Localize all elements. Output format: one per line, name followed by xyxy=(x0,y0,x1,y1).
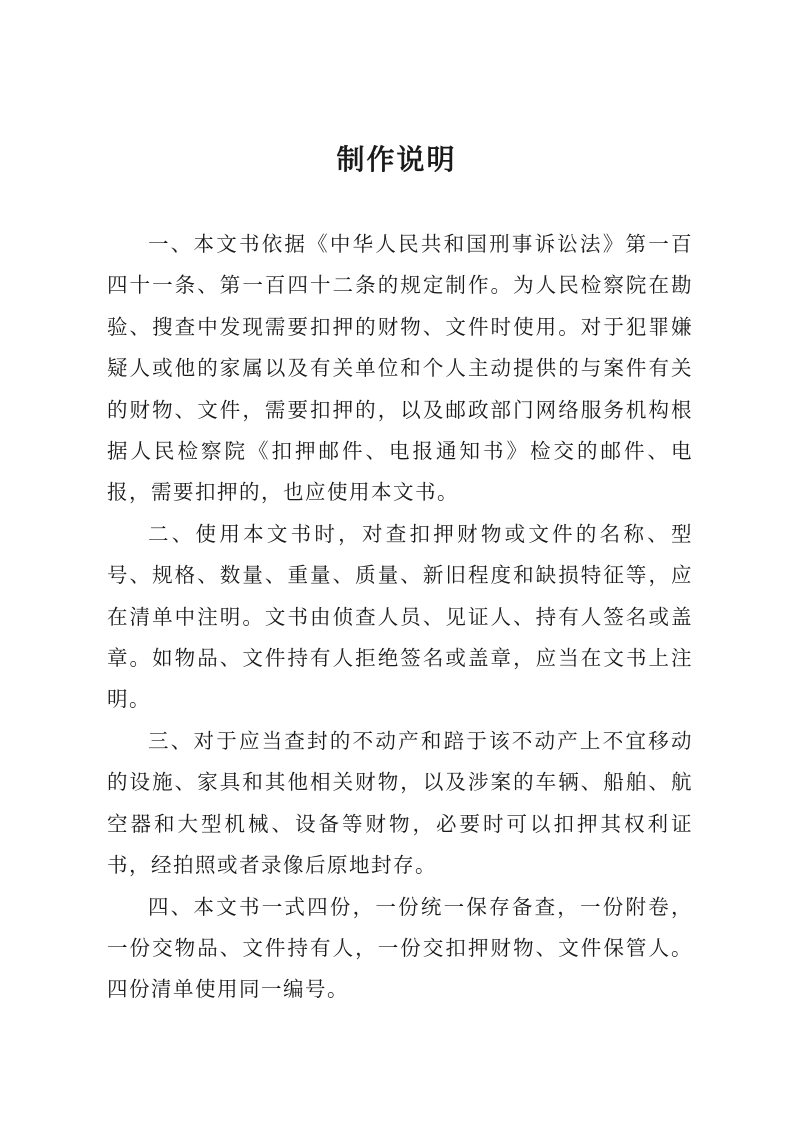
document-body xyxy=(107,224,693,1011)
paragraph-2: 二、使用本文书时，对查扣押财物或文件的名称、型号、规格、数量、重量、质量、新旧程度和缺损特征等，应在清单中注明。文书由侦查人员、见证人、持有人签名或盖章。如物品、文件持有人拒绝签名或盖章，应当在文书上注明。 xyxy=(107,521,693,712)
page-title: 制作说明 xyxy=(336,143,457,176)
paragraph-4: 四、本文书一式四份，一份统一保存备查，一份附卷，一份交物品、文件持有人，一份交扣押财物、文件保管人。四份清单使用同一编号。 xyxy=(107,894,693,1002)
paragraph-1: 一、本文书依据《中华人民共和国刑事诉讼法》第一百四十一条、第一百四十二条的规定制作。为人民检察院在勘验、搜查中发现需要扣押的财物、文件时使用。对于犯罪嫌疑人或他的家属以及有关单位和个人主动提供的与案件有关的财物、文件，需要扣押的，以及邮政部门网络服务机构根据人民检察院《扣押邮件、电报通知书》检交的邮件、电报，需要扣押的，也应使用本文书。 xyxy=(107,232,693,505)
paragraph-3: 三、对于应当查封的不动产和踣于该不动产上不宜移动的设施、家具和其他相关财物，以及涉案的车辆、船舶、航空器和大型机械、设备等财物，必要时可以扣押其权利证书，经拍照或者录像后原地封存。 xyxy=(107,728,693,878)
